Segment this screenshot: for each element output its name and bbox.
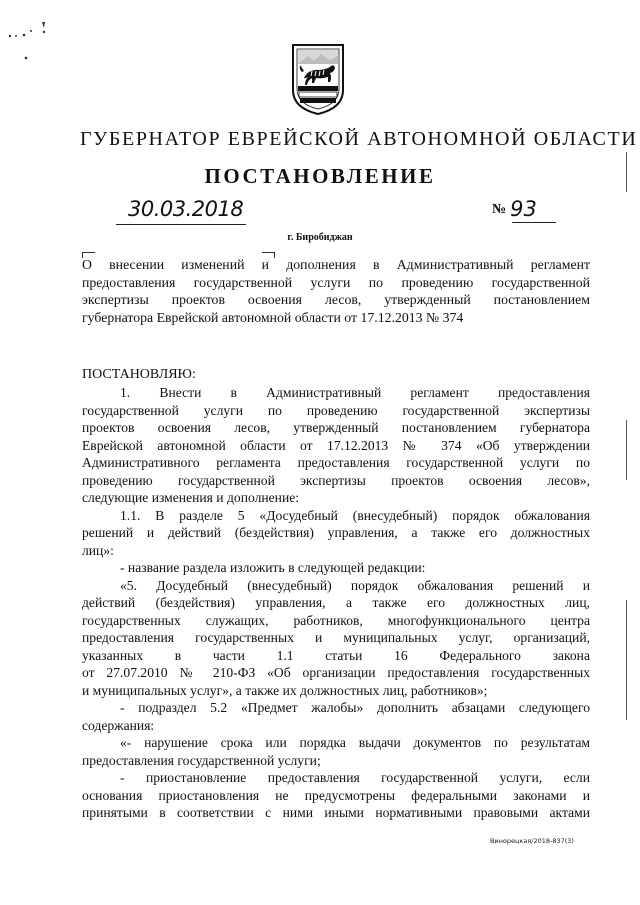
body-line: действий (бездействия) управления, а также его должностных лиц, bbox=[82, 595, 590, 610]
subject-line: предоставления государственной услуги по проведению государственной bbox=[82, 274, 590, 290]
subject-line: О внесении изменений и дополнения в Административный регламент bbox=[82, 257, 590, 272]
document-city: г. Биробиджан bbox=[287, 232, 353, 243]
body-line: - приостановление предоставления государственной услуги, если bbox=[120, 770, 590, 785]
body-line: лиц»: bbox=[82, 542, 114, 558]
body-line: предоставления государственной услуги; bbox=[82, 752, 321, 768]
body-line: проектов освоения лесов, утвержденный постановлением губернатора bbox=[82, 420, 590, 435]
document-number bbox=[492, 197, 572, 221]
subject-line: экспертизы проектов освоения лесов, утвержденный постановлением bbox=[82, 292, 590, 308]
document-date: 30.03.2018 bbox=[128, 197, 244, 221]
body-line: принятыми в соответствии с ними иными нормативными правовыми актами bbox=[82, 805, 590, 820]
scan-specks bbox=[4, 14, 64, 64]
body-text bbox=[82, 384, 590, 822]
body-line: 1.1. В разделе 5 «Досудебный (внесудебный) порядок обжалования bbox=[120, 507, 590, 523]
number-value: 93 bbox=[510, 197, 537, 221]
body-line: решений и действий (бездействия) управления, а также его должностных bbox=[82, 525, 590, 540]
document-subject bbox=[82, 256, 590, 326]
body-line: основания приостановления не предусмотрены федеральными законами и bbox=[82, 787, 590, 803]
body-line: государственных служащих, работников, многофункционального центра bbox=[82, 612, 590, 628]
body-line: «- нарушение срока или порядка выдачи документов по результатам bbox=[120, 735, 590, 750]
body-line: от 27.07.2010 № 210-ФЗ «Об организации предоставления государственных bbox=[82, 665, 590, 680]
body-line: Еврейской автономной области от 17.12.2013 № 374 «Об утверждении bbox=[82, 437, 590, 453]
issuer-title: ГУБЕРНАТОР ЕВРЕЙСКОЙ АВТОНОМНОЙ ОБЛАСТИ bbox=[80, 128, 638, 150]
body-line: государственной услуги по проведению государственной экспертизы bbox=[82, 402, 590, 418]
body-line: «5. Досудебный (внесудебный) порядок обжалования решений и bbox=[120, 577, 590, 593]
resolve-word: ПОСТАНОВЛЯЮ: bbox=[82, 367, 196, 382]
coat-of-arms-icon bbox=[290, 42, 346, 116]
body-line: следующие изменения и дополнение: bbox=[82, 490, 300, 505]
margin-mark bbox=[626, 152, 627, 192]
date-underline bbox=[116, 224, 246, 225]
body-line: предоставления государственных и муниципальных услуг, организаций, bbox=[82, 630, 590, 645]
body-line: указанных в части 1.1 статьи 16 Федерального закона bbox=[82, 647, 590, 663]
body-line: 1. Внести в Административный регламент предоставления bbox=[120, 385, 590, 400]
number-label: № bbox=[492, 202, 507, 217]
body-line: Административного регламента предоставления государственной услуги по bbox=[82, 455, 590, 470]
document-type: ПОСТАНОВЛЕНИЕ bbox=[204, 164, 436, 188]
body-line: проведению государственной экспертизы проектов освоения лесов», bbox=[82, 472, 590, 488]
body-line: - название раздела изложить в следующей редакции: bbox=[120, 560, 426, 575]
margin-mark bbox=[626, 420, 627, 480]
number-underline bbox=[512, 222, 556, 223]
footer-code: Винорецкая/2018-837(3) bbox=[490, 837, 574, 845]
margin-mark bbox=[626, 600, 627, 720]
body-line: и муниципальных услуг», а также их должностных лиц, работников»; bbox=[82, 682, 488, 698]
subject-line: губернатора Еврейской автономной области от 17.12.2013 № 374 bbox=[82, 309, 464, 325]
body-line: содержания: bbox=[82, 717, 155, 733]
body-line: - подраздел 5.2 «Предмет жалобы» дополнить абзацами следующего bbox=[120, 700, 590, 715]
